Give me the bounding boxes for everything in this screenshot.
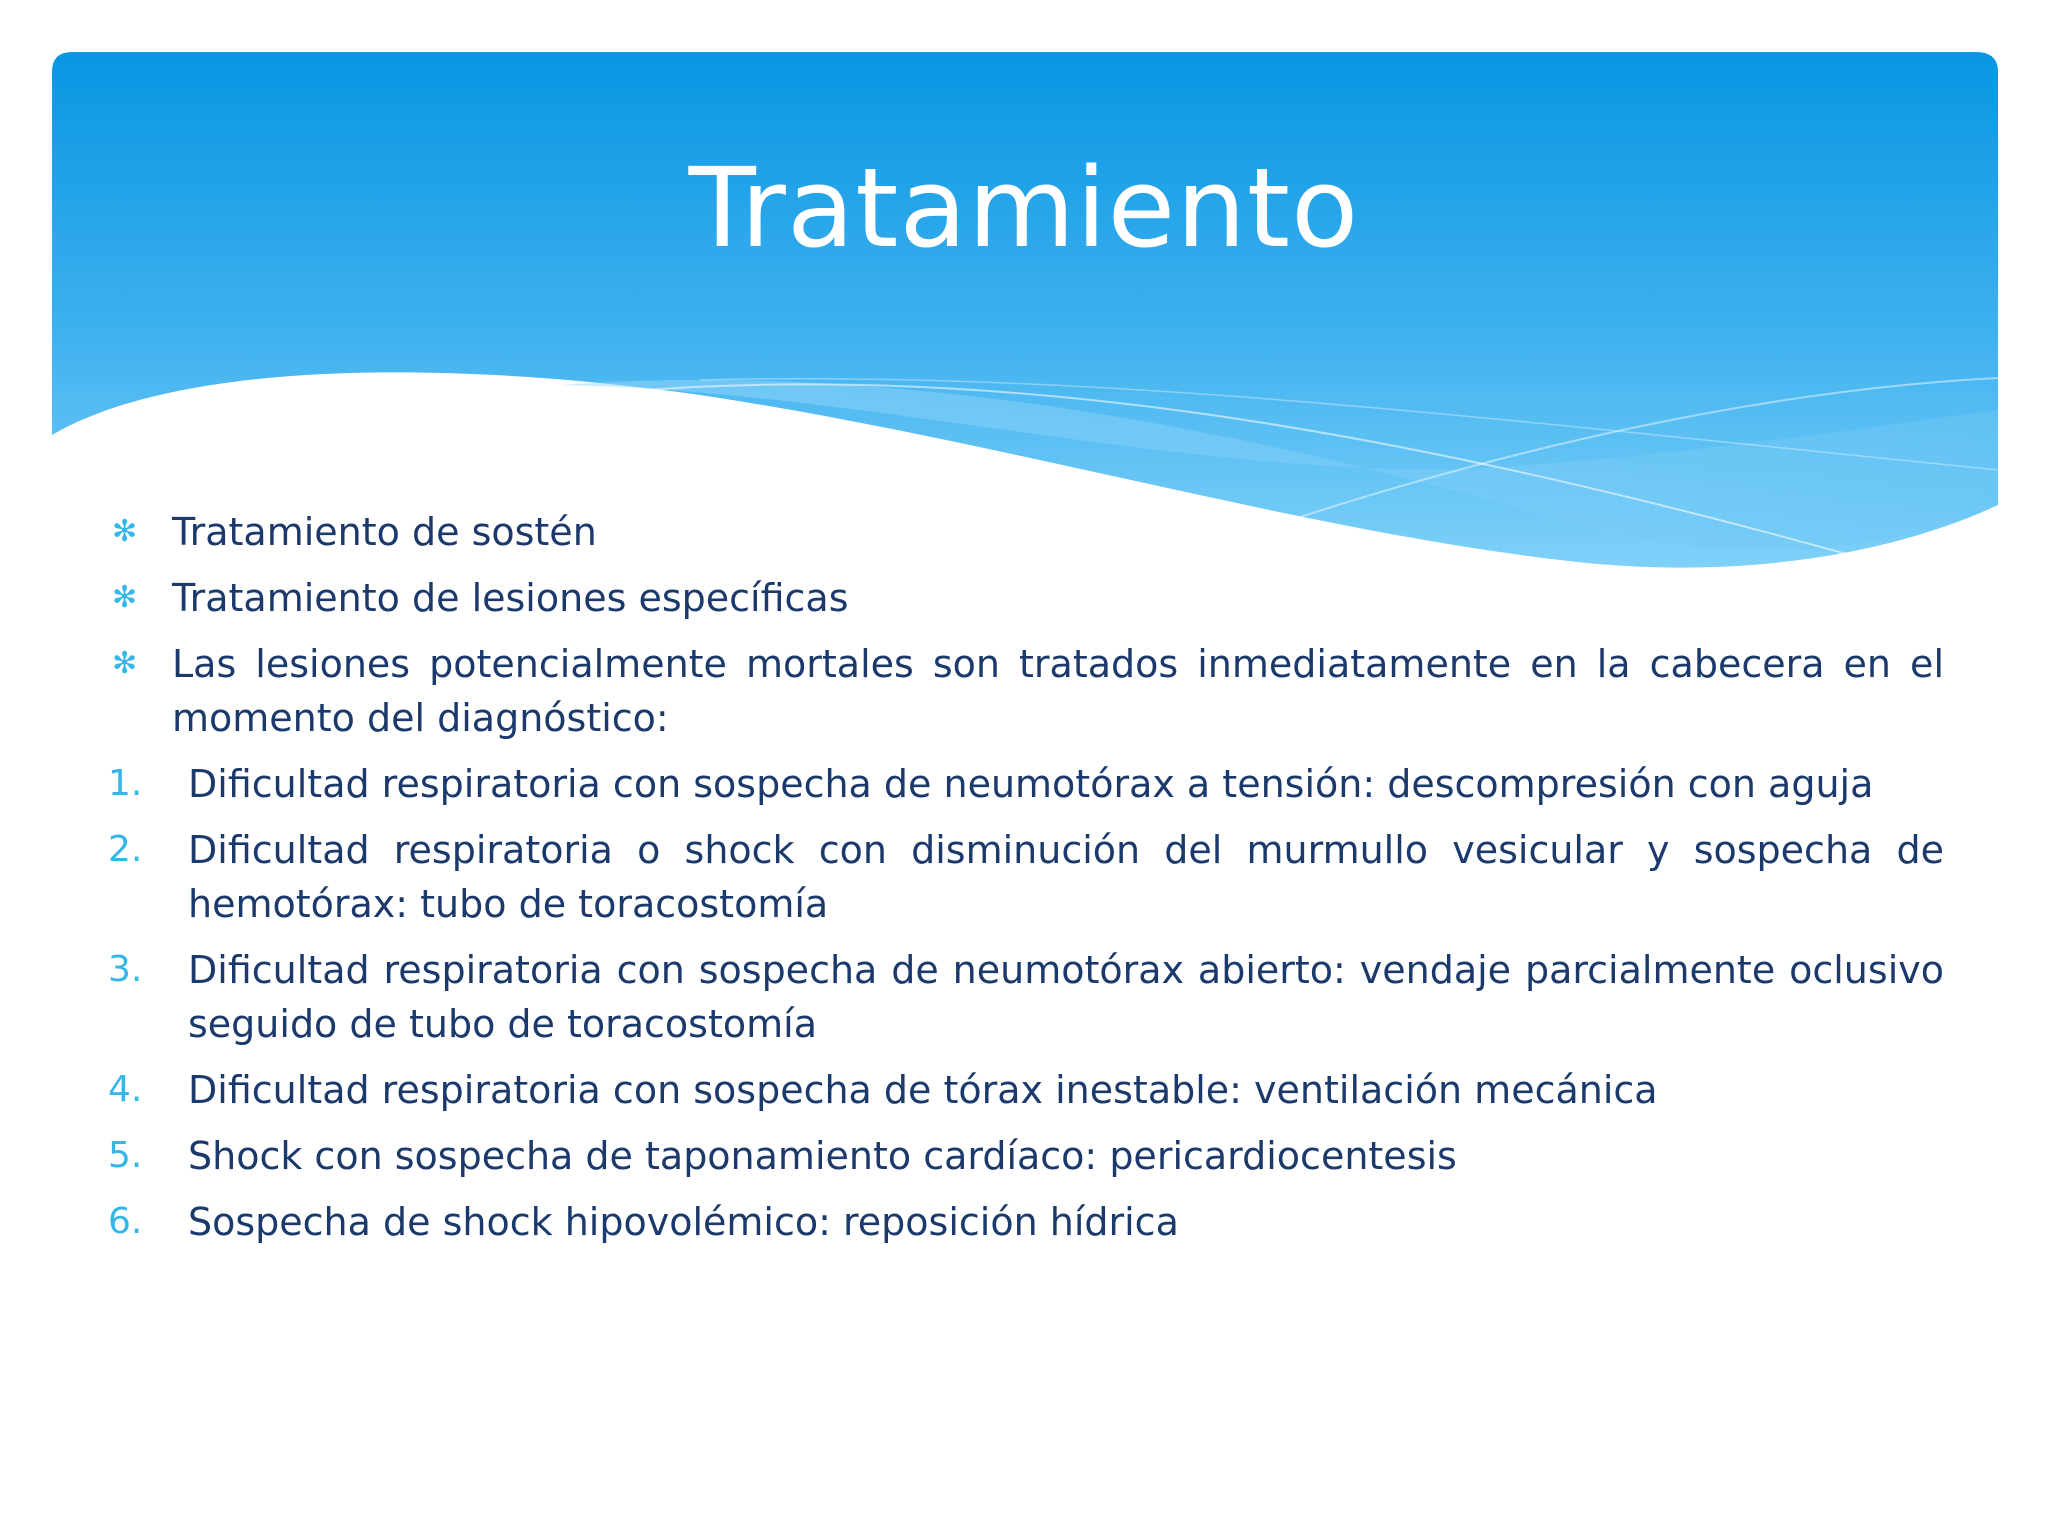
asterisk-icon: ✻: [112, 514, 138, 549]
list-number: 1.: [108, 763, 143, 804]
bullet-item: [108, 637, 1944, 745]
list-number: 4.: [108, 1069, 143, 1110]
asterisk-icon: ✻: [112, 646, 138, 681]
bullet-item: [108, 571, 1944, 625]
numbered-item: [108, 1129, 1944, 1183]
numbered-text: Shock con sospecha de taponamiento cardíaco: pericardiocentesis: [188, 1134, 1457, 1178]
bullet-item: [108, 505, 1944, 559]
numbered-text: Dificultad respiratoria con sospecha de neumotórax a tensión: descompresión con aguja: [188, 762, 1874, 806]
numbered-item: [108, 943, 1944, 1051]
numbered-text: Dificultad respiratoria con sospecha de neumotórax abierto: vendaje parcialmente oclusivo seguido de tubo de toracostomía: [188, 948, 1944, 1046]
bullet-text: Tratamiento de lesiones específicas: [172, 576, 849, 620]
bullet-text: Las lesiones potencialmente mortales son tratados inmediatamente en la cabecera en el momento del diagnóstico:: [172, 642, 1944, 740]
numbered-item: [108, 823, 1944, 931]
bullet-text: Tratamiento de sostén: [172, 510, 597, 554]
numbered-item: [108, 1063, 1944, 1117]
numbered-text: Sospecha de shock hipovolémico: reposición hídrica: [188, 1200, 1179, 1244]
numbered-text: Dificultad respiratoria con sospecha de tórax inestable: ventilación mecánica: [188, 1068, 1658, 1112]
numbered-item: [108, 757, 1944, 811]
slide-content: [108, 505, 1944, 1261]
numbered-text: Dificultad respiratoria o shock con disminución del murmullo vesicular y sospecha de hemotórax: tubo de toracostomía: [188, 828, 1944, 926]
list-number: 6.: [108, 1201, 143, 1242]
list-number: 3.: [108, 949, 143, 990]
list-number: 2.: [108, 829, 143, 870]
numbered-item: [108, 1195, 1944, 1249]
slide-title: Tratamiento: [688, 144, 1360, 272]
asterisk-icon: ✻: [112, 580, 138, 615]
list-number: 5.: [108, 1135, 143, 1176]
